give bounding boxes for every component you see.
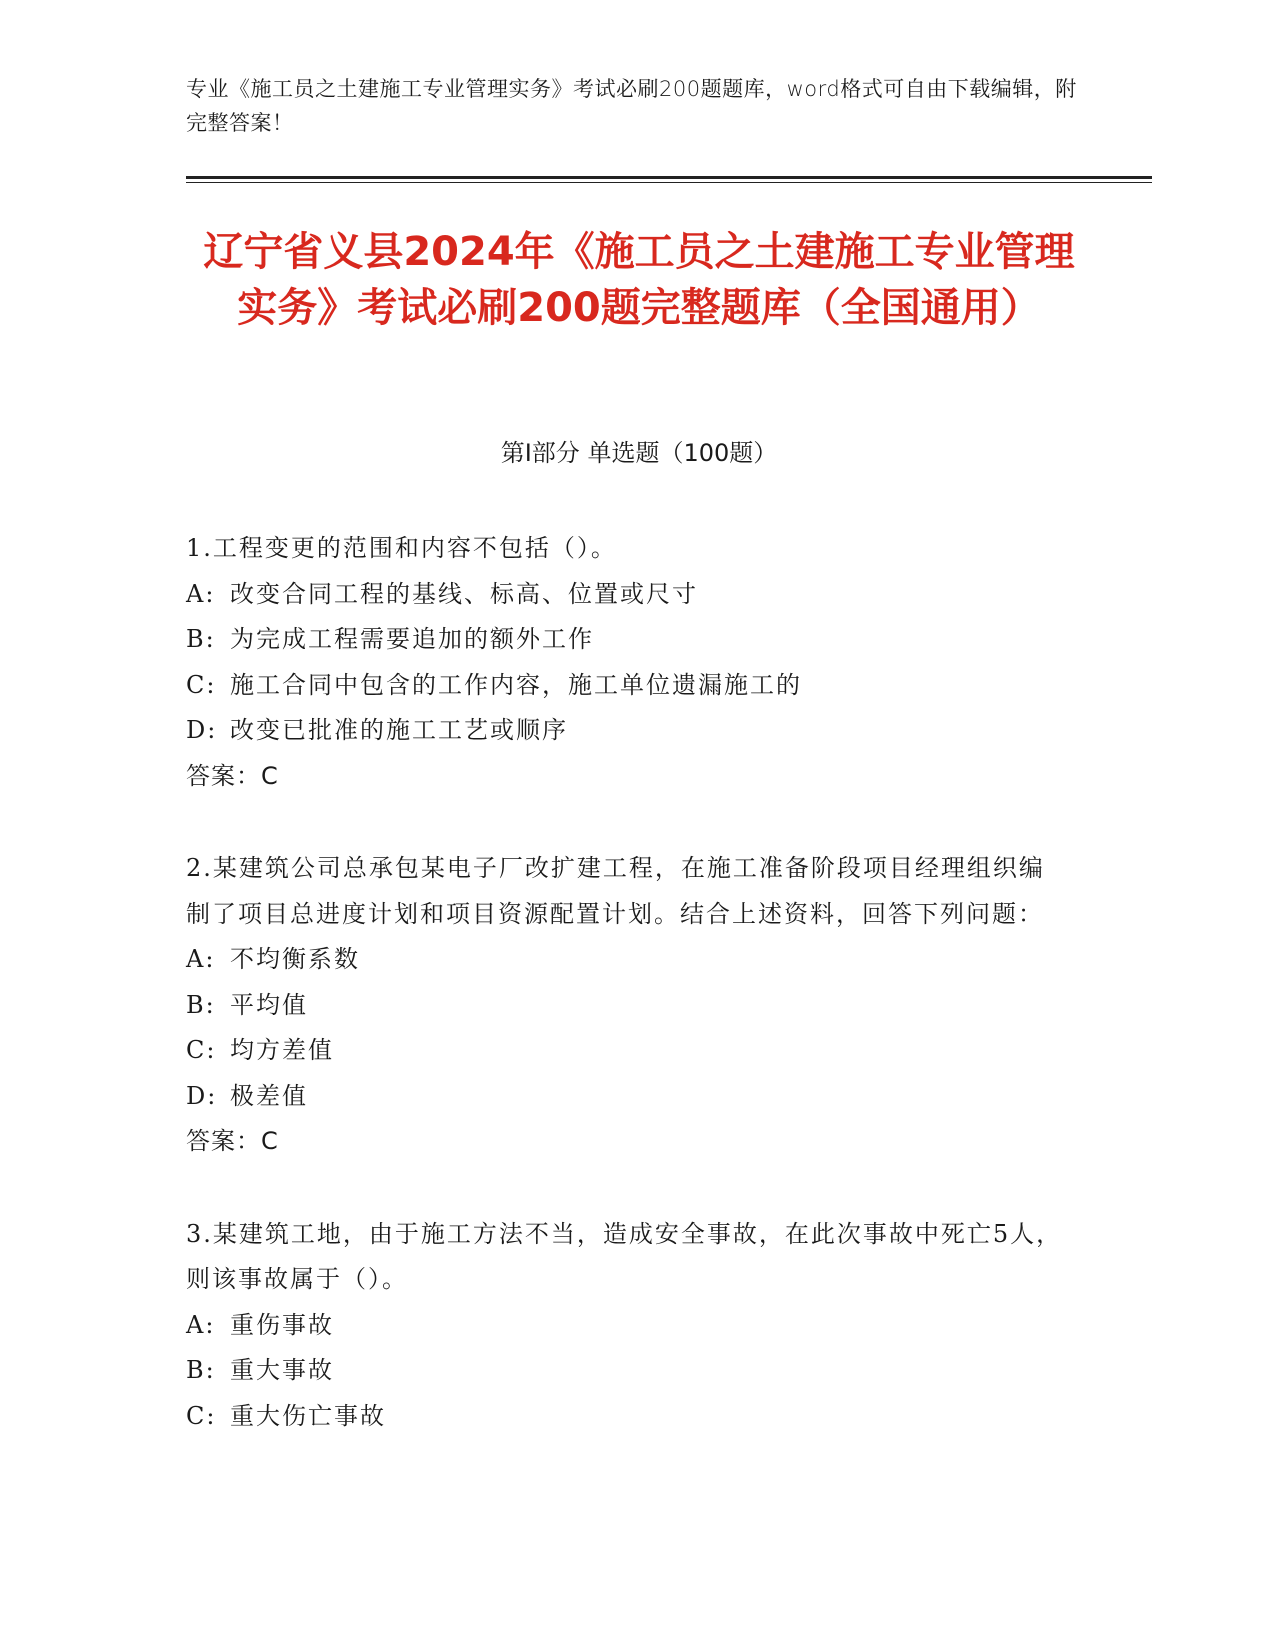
header-rule-thick bbox=[186, 176, 1152, 179]
answer-line: 答案：C bbox=[186, 761, 279, 790]
option-c bbox=[186, 1394, 1066, 1440]
option-b bbox=[186, 983, 1066, 1029]
option-text: 重大伤亡事故 bbox=[230, 1401, 386, 1430]
option-key: D: bbox=[186, 1081, 218, 1110]
document-title: 辽宁省义县2024年《施工员之土建施工专业管理实务》考试必刷200题完整题库（全国通用） bbox=[203, 229, 1075, 331]
question-list bbox=[186, 526, 1066, 1486]
header-note: 专业《施工员之土建施工专业管理实务》考试必刷200题题库，word格式可自由下载编辑，附完整答案！ bbox=[186, 77, 1077, 135]
option-b bbox=[186, 617, 1066, 663]
option-key: C: bbox=[186, 670, 217, 699]
option-key: A: bbox=[186, 945, 216, 973]
option-a bbox=[186, 937, 1066, 983]
option-key: B: bbox=[186, 990, 216, 1019]
option-text: 为完成工程需要追加的额外工作 bbox=[230, 625, 594, 653]
option-d bbox=[186, 708, 1066, 754]
option-text: 施工合同中包含的工作内容，施工单位遗漏施工的 bbox=[230, 670, 802, 699]
question-item bbox=[186, 846, 1066, 1165]
option-text: 重大事故 bbox=[230, 1356, 334, 1384]
option-c bbox=[186, 663, 1066, 709]
header-rule-thin bbox=[186, 182, 1152, 183]
option-key: C: bbox=[186, 1401, 217, 1430]
option-key: B: bbox=[186, 625, 216, 653]
question-stem: 2.某建筑公司总承包某电子厂改扩建工程，在施工准备阶段项目经理组织编制了项目总进度计划和项目资源配置计划。结合上述资料，回答下列问题： bbox=[186, 854, 1045, 928]
question-item bbox=[186, 526, 1066, 799]
option-a bbox=[186, 572, 1066, 618]
option-key: A: bbox=[186, 1310, 216, 1339]
option-text: 不均衡系数 bbox=[230, 945, 360, 973]
answer-line: 答案：C bbox=[186, 1127, 279, 1155]
question-stem: 1.工程变更的范围和内容不包括（）。 bbox=[186, 534, 617, 562]
option-text: 改变已批准的施工工艺或顺序 bbox=[230, 716, 568, 744]
option-text: 平均值 bbox=[230, 990, 308, 1019]
option-key: C: bbox=[186, 1036, 217, 1064]
option-key: D: bbox=[186, 716, 218, 744]
option-key: A: bbox=[186, 579, 216, 608]
option-d bbox=[186, 1074, 1066, 1120]
option-text: 极差值 bbox=[230, 1081, 308, 1110]
option-key: B: bbox=[186, 1356, 216, 1384]
question-item bbox=[186, 1212, 1066, 1440]
option-a bbox=[186, 1303, 1066, 1349]
option-c bbox=[186, 1028, 1066, 1074]
question-stem: 3.某建筑工地，由于施工方法不当，造成安全事故，在此次事故中死亡5人，则该事故属于（）。 bbox=[186, 1219, 1063, 1293]
option-text: 均方差值 bbox=[230, 1036, 334, 1064]
option-text: 重伤事故 bbox=[230, 1310, 334, 1339]
option-text: 改变合同工程的基线、标高、位置或尺寸 bbox=[230, 579, 698, 608]
option-b bbox=[186, 1348, 1066, 1394]
section-title: 第Ⅰ部分 单选题（100题） bbox=[500, 439, 778, 467]
